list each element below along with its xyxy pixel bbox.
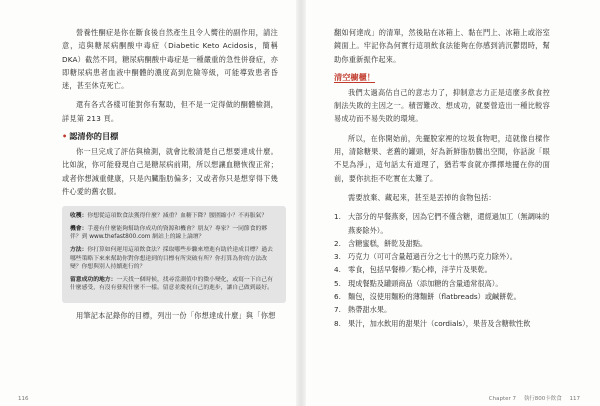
left-page — [0, 0, 298, 406]
tip-success — [70, 276, 278, 293]
right-paragraph-willpower: 我們太過高估自己的意志力了，抑制意志力正是這麼多飲食控制法失敗的主因之一。積習難改、想成功，就要營造出一種比較容易成功而不易失敗的環境。 — [334, 87, 550, 124]
tip-opportunity — [70, 225, 278, 242]
tip-text: 一天找一個時候，找尋當測值中的微小變化，或寫一下自己有什麼感受，有沒有發現什麼不一樣。留意並慶祝自己的進步，讓自己做到最好。 — [70, 276, 273, 292]
goal-tips-box — [62, 206, 286, 303]
section-title-text: 清空櫥櫃！ — [334, 71, 375, 82]
list-number: 5. — [334, 278, 341, 288]
list-text: 巧克力（可可含量超過百分之七十的黑巧克力除外）。 — [348, 252, 517, 262]
section-title-goals — [62, 131, 278, 142]
list-text: 現成餐點及罐頭商品（添加糖的含量通常很高）。 — [348, 278, 503, 288]
left-paragraph-notebook: 用筆記本記錄你的目標，列出一份「你想達成什麼」與「你想 — [76, 311, 276, 321]
list-number: 1. — [334, 212, 341, 222]
right-paragraph-junk-food: 所以，在你開始前，先擺脫家裡的垃圾食物吧，這就像自樑作用，清除糖果、老舊的罐頭，好為新鮮脂肪騰出空間，你話說「眼不見為淨」，這句話太有道理了，猶若零食就亦擇擇地擺在你的面前，要你抗拒不吃實在太難了。 — [334, 133, 550, 183]
list-item — [334, 290, 550, 303]
tip-text: 手邊有什麼能夠幫助你成功的資源和機會？朋友？專家？一同節食的夥伴？到 www.thefast800.com 網站上的線上論壇？ — [70, 225, 268, 241]
foods-to-remove-list — [334, 210, 550, 330]
left-page-footer — [18, 396, 29, 402]
right-paragraph-foods-intro: 需要放棄、藏起來，甚至是丟掉的食物包括： — [348, 192, 496, 202]
left-paragraph-tests: 還有各式各樣可能對你有幫助，但不是一定得做的酮體檢測，詳見第 213 頁。 — [62, 100, 278, 123]
page-number: 116 — [18, 396, 29, 402]
list-number: 6. — [334, 292, 341, 302]
list-number: 8. — [334, 318, 341, 328]
tip-label: 留意成功的地方： — [70, 276, 117, 283]
section-title-clear-cupboards — [334, 72, 550, 83]
list-item — [334, 277, 550, 290]
list-item — [334, 317, 550, 330]
tip-method — [70, 246, 278, 272]
list-number: 2. — [334, 238, 341, 248]
list-text: 果汁，加水飲用的甜果汁（cordials），果昔及含糖軟性飲 — [348, 318, 531, 328]
list-text: 麵包，沒使用麵粉的薄麵餅（flatbreads）或鹹餅乾。 — [348, 292, 521, 302]
list-item — [334, 210, 550, 237]
list-number: 7. — [334, 305, 341, 315]
list-text: 大部分的早餐燕麥，因為它們不僅含糖，還經過加工（無調味的燕麥除外）。 — [348, 212, 550, 235]
bullet-icon: • — [62, 131, 68, 142]
list-item — [334, 263, 550, 276]
left-paragraph-ketosis: 營養性酮症是你在斷食後自然產生且令人嚮往的副作用，請注意，這與糖尿病酮酸中毒症（Diabetic Keto Acidosis，簡稱 DKA）截然不同，糖尿病酮酸中毒症是一種嚴重的急性併發症，亦即糖尿病患者血液中酮體的濃度高到危險等級，可能導致患者昏迷，甚至休克死亡。 — [62, 28, 278, 91]
list-text: 零食，包括早餐棒／點心棒，洋芋片及果乾。 — [348, 265, 492, 275]
list-number: 4. — [334, 265, 341, 275]
chapter-label: Chapter 7 — [488, 396, 516, 402]
page-number: 117 — [569, 396, 580, 402]
list-item — [334, 303, 550, 316]
list-text: 含糖蜜糕，餅乾及甜點。 — [348, 238, 428, 248]
right-page-footer — [489, 394, 580, 402]
tip-label: 收穫： — [70, 213, 88, 220]
tip-label: 機會： — [70, 225, 88, 232]
list-text: 熱帶甜水果。 — [348, 305, 392, 315]
right-paragraph-continued: 翻如何達成」的清單，然後貼在冰箱上、黏在門上、冰箱上或浴室鏡面上。牢記你為何實行這項飲食法能夠在你感到消沉鬱悶時，幫助你重新振作起來。 — [334, 28, 550, 64]
chapter-title: 執行800卡飲食 — [523, 396, 562, 402]
section-title-text: 認清你的目標 — [69, 131, 119, 142]
tip-label: 方法： — [70, 247, 88, 254]
tip-text: 你想從這項飲食法獲得什麼？減重？血糖下降？腰圍縮小？不再脹氣？ — [87, 213, 268, 220]
list-item — [334, 250, 550, 263]
list-number: 3. — [334, 252, 341, 262]
right-page — [304, 0, 600, 406]
list-item — [334, 237, 550, 250]
tip-gain — [70, 212, 278, 221]
left-paragraph-goals: 你一旦完成了評估與檢測，就會比較清楚自己想要達成什麼。比如說，你可能發現自己是糖尿病前期，所以想讓血糖恢復正常；或者你想減重健康，只是內臟脂肪偏多；又或者你只是想穿得下幾件心愛的舊衣服。 — [62, 147, 278, 196]
tip-text: 你打算如何運用這項飲食法？採取哪些步驟來增進有助於達成目標？過去哪些策略下來來幫助你對你想達到的目標有所突破有所？你打算為你的方法改變？你想與別人持續進行的？ — [70, 247, 273, 271]
